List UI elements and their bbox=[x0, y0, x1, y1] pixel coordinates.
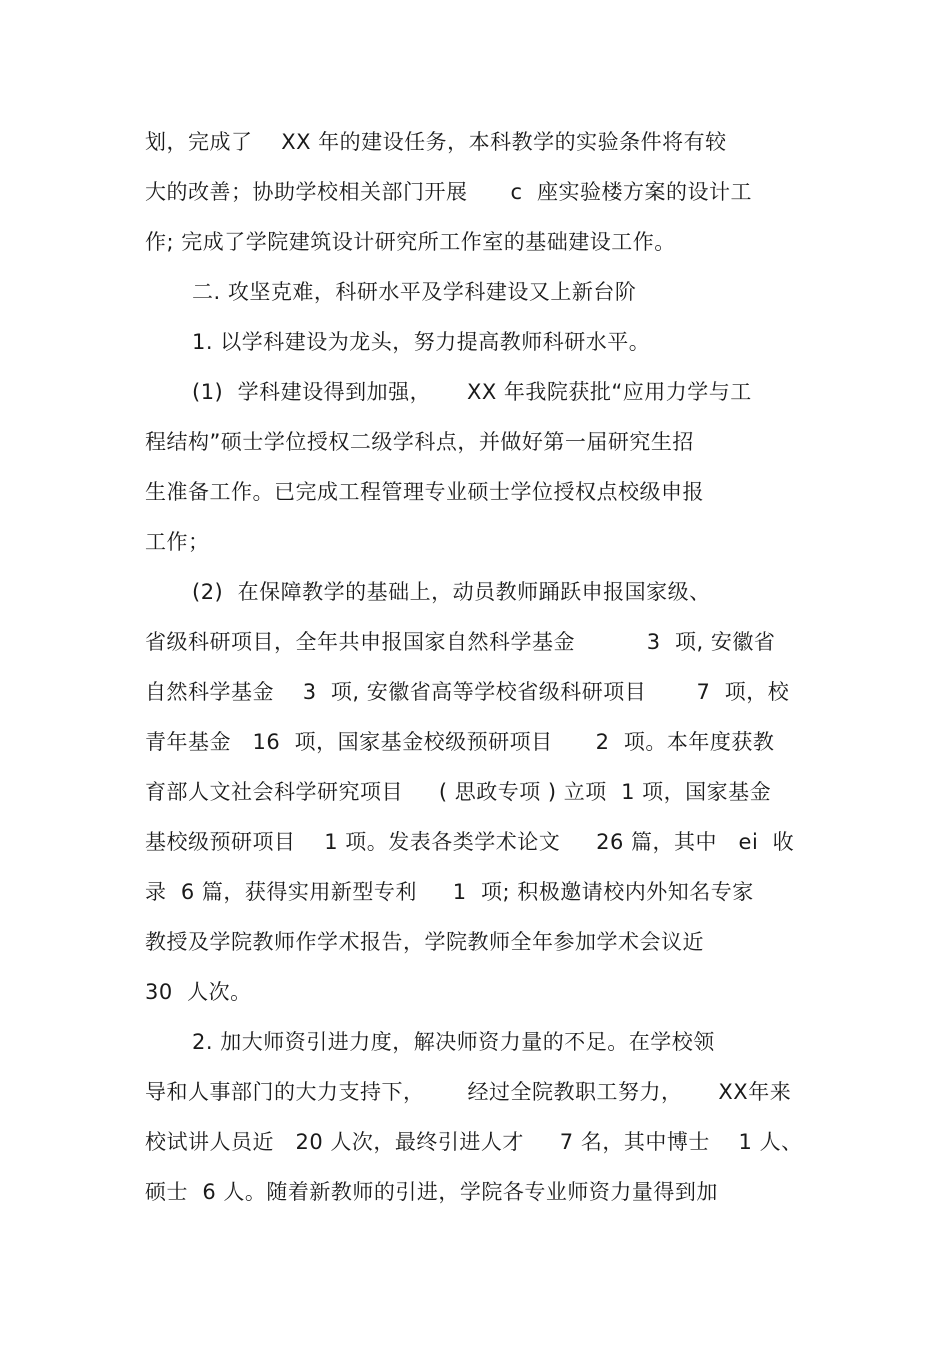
text-line: 硕士 6 人。随着新教师的引进，学院各专业师资力量得到加 bbox=[145, 1180, 718, 1204]
text-line: 校试讲人员近 20 人次，最终引进人才 7 名，其中博士 1 人、 bbox=[145, 1130, 803, 1154]
text-line: 育部人文社会科学研究项目 ( 思政专项 ) 立项 1 项，国家基金 bbox=[145, 780, 772, 804]
text-line: 大的改善；协助学校相关部门开展 c 座实验楼方案的设计工 bbox=[145, 180, 752, 204]
text-line: 青年基金 16 项，国家基金校级预研项目 2 项。本年度获教 bbox=[145, 730, 775, 754]
text-line: (1) 学科建设得到加强， XX 年我院获批“应用力学与工 bbox=[192, 380, 752, 404]
text-line: 程结构”硕士学位授权二级学科点，并做好第一届研究生招 bbox=[145, 430, 694, 454]
text-line: 录 6 篇，获得实用新型专利 1 项; 积极邀请校内外知名专家 bbox=[145, 880, 754, 904]
text-line: (2) 在保障教学的基础上，动员教师踊跃申报国家级、 bbox=[192, 580, 711, 604]
text-line: 作; 完成了学院建筑设计研究所工作室的基础建设工作。 bbox=[145, 230, 676, 254]
subsection-heading: 2. 加大师资引进力度，解决师资力量的不足。在学校领 bbox=[192, 1030, 715, 1054]
text-line: 基校级预研项目 1 项。发表各类学术论文 26 篇，其中 ei 收 bbox=[145, 830, 795, 854]
text-line: 导和人事部门的大力支持下， 经过全院教职工努力， XX年来 bbox=[145, 1080, 792, 1104]
text-line: 工作； bbox=[145, 530, 210, 554]
text-line: 教授及学院教师作学术报告，学院教师全年参加学术会议近 bbox=[145, 930, 704, 954]
text-line: 生准备工作。已完成工程管理专业硕士学位授权点校级申报 bbox=[145, 480, 704, 504]
section-heading: 二. 攻坚克难，科研水平及学科建设又上新台阶 bbox=[192, 280, 637, 304]
text-line: 自然科学基金 3 项, 安徽省高等学校省级科研项目 7 项，校 bbox=[145, 680, 790, 704]
text-line: 省级科研项目，全年共申报国家自然科学基金 3 项, 安徽省 bbox=[145, 630, 776, 654]
text-line: 30 人次。 bbox=[145, 980, 252, 1004]
subsection-heading: 1. 以学科建设为龙头，努力提高教师科研水平。 bbox=[192, 330, 651, 354]
text-line: 划，完成了 XX 年的建设任务，本科教学的实验条件将有较 bbox=[145, 130, 727, 154]
